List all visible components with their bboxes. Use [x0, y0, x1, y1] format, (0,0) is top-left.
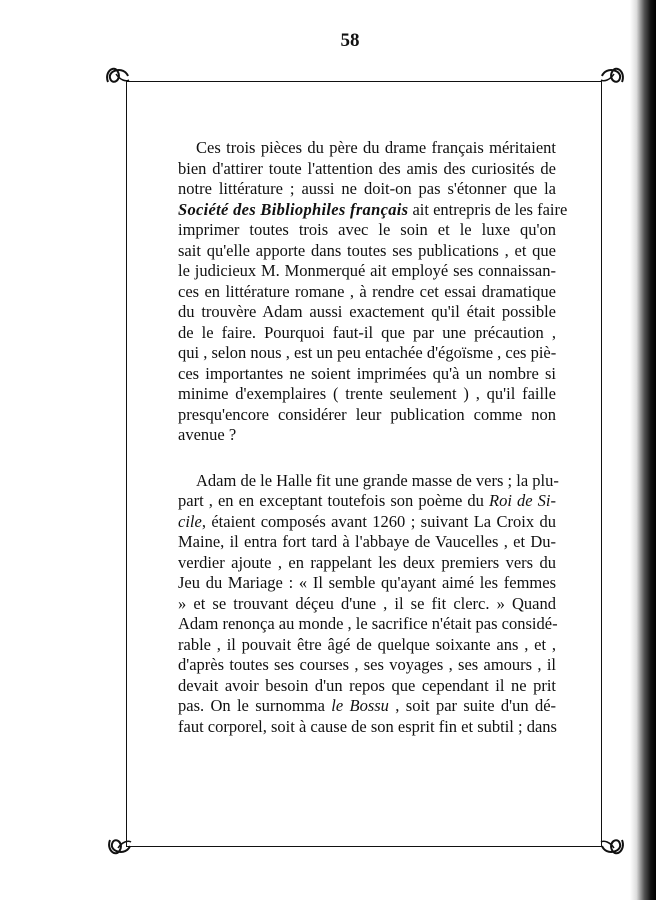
text-fragment: ait entrepris de les faire — [412, 199, 568, 219]
text-fragment: , soit par suite d'un dé- — [395, 696, 557, 715]
text-line: bien d'attirer toute l'attention des amis des curiosités de — [178, 158, 556, 178]
text-line: Adam de le Halle fit une grande masse de vers ; la plu- — [196, 470, 559, 490]
text-line-society — [178, 199, 568, 221]
text-line: qui , selon nous , est un peu entachée d'égoïsme , ces piè- — [178, 343, 557, 362]
text-line: imprimer toutes trois avec le soin et le luxe qu'on — [178, 220, 556, 239]
poem-title-end: cile — [178, 511, 202, 531]
text-line: verdier ajoute , en rappelant les deux premiers vers du — [178, 552, 556, 572]
text-fragment: pas. On le surnomma — [178, 696, 325, 715]
text-line: rable , il pouvait être âgé de quelque soixante ans , et , — [178, 634, 556, 654]
text-line: de le faire. Pourquoi faut-il que par une précaution , — [178, 322, 556, 342]
book-gutter-shadow — [630, 0, 656, 900]
text-line: presqu'encore considérer leur publication comme non — [178, 404, 556, 424]
text-line: ces importantes ne soient imprimées qu'à un nombre si — [178, 363, 556, 383]
text-line — [178, 512, 556, 533]
text-line: notre littérature ; aussi ne doit-on pas s'étonner que la — [178, 179, 556, 198]
poem-title: Roi de Si- — [489, 491, 557, 510]
text-line: Ces trois pièces du père du drame français méritaient — [196, 138, 556, 157]
text-line: Adam renonça au monde , le sacrifice n'était pas considé- — [178, 614, 558, 633]
text-line: le judicieux M. Monmerqué ait employé ses connaissan- — [178, 261, 556, 280]
corner-ornament-bottom-left-icon — [104, 832, 134, 862]
text-line: Jeu du Mariage : « Il semble qu'ayant aimé les femmes — [178, 573, 556, 592]
page-number: 58 — [340, 30, 360, 51]
corner-ornament-bottom-right-icon — [598, 832, 628, 862]
text-line: d'après toutes ses courses , ses voyages , ses amours , il — [178, 655, 556, 674]
society-name: Société des Bibliophiles français — [178, 199, 409, 219]
text-line: du trouvère Adam aussi exactement qu'il était possible — [178, 302, 556, 321]
text-line: faut corporel, soit à cause de son esprit fin et subtil ; dans — [178, 716, 557, 736]
corner-ornament-top-left-icon — [102, 60, 132, 90]
text-line — [178, 491, 556, 512]
text-line: devait avoir besoin d'un repos que cependant il ne prit — [178, 675, 556, 695]
text-line: minime d'exemplaires ( trente seulement ) , qu'il faille — [178, 384, 556, 403]
text-line: ces en littérature romane , à rendre cet essai dramatique — [178, 281, 556, 301]
nickname: le Bossu — [331, 696, 389, 715]
text-fragment: part , en en exceptant toutefois son poème du — [178, 491, 484, 510]
body-text — [178, 138, 568, 737]
text-line: avenue ? — [178, 425, 237, 444]
text-fragment: , étaient composés avant 1260 ; suivant La Croix du — [201, 511, 556, 531]
text-line — [178, 696, 556, 717]
text-line: Maine, il entra fort tard à l'abbaye de Vaucelles , et Du- — [178, 532, 556, 551]
corner-ornament-top-right-icon — [598, 60, 628, 90]
text-line: sait qu'elle apporte dans toutes ses publications , et que — [178, 240, 556, 260]
text-line: » et se trouvant déçeu d'une , il se fit clerc. » Quand — [178, 593, 556, 613]
